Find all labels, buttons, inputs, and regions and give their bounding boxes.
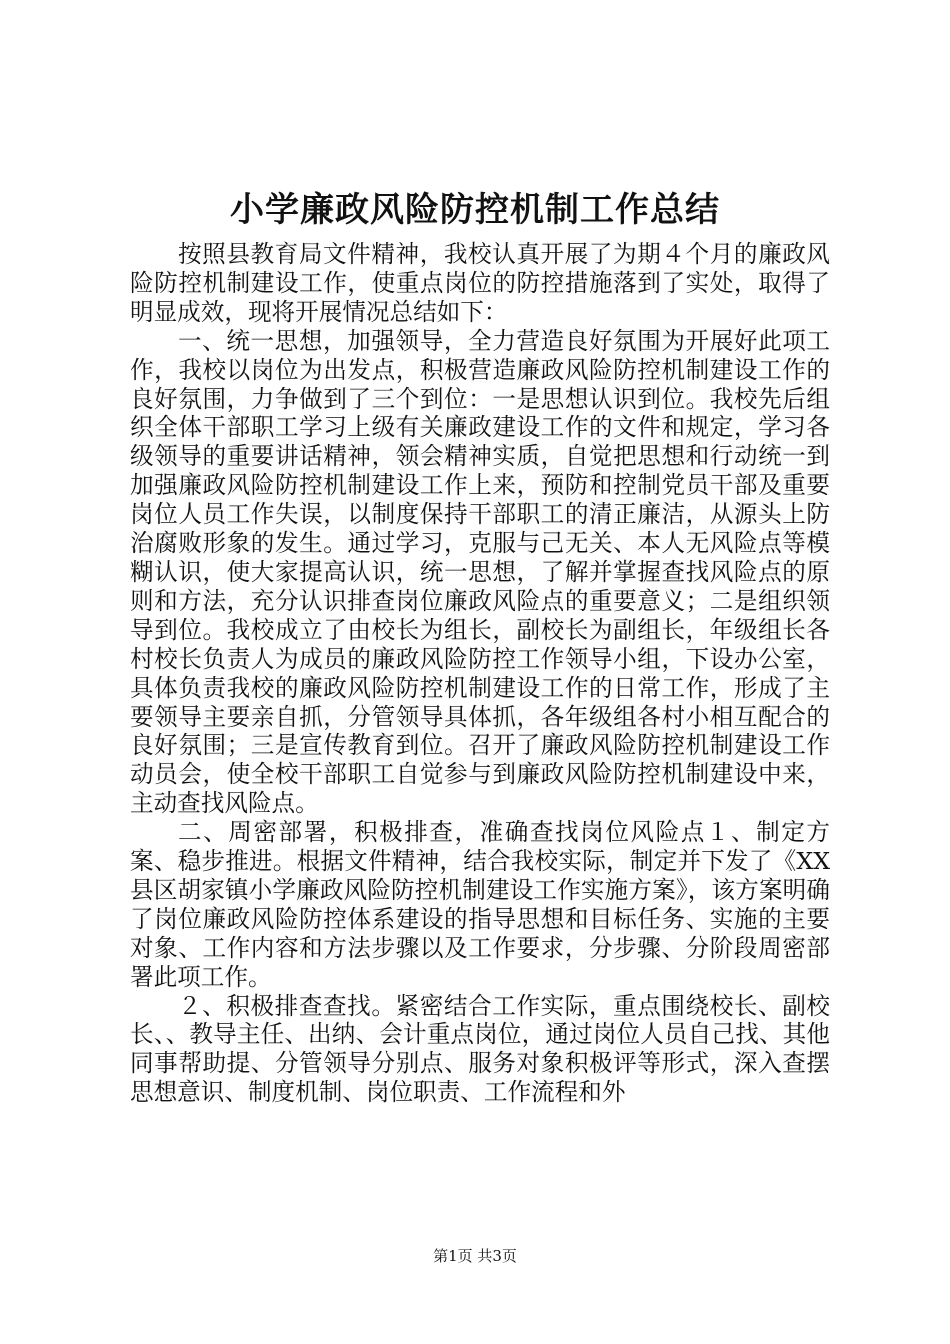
- paragraph-intro: 按照县教育局文件精神，我校认真开展了为期４个月的廉政风险防控机制建设工作，使重点岗位的防控措施落到了实处，取得了明显成效，现将开展情况总结如下：: [130, 240, 830, 326]
- paragraph-section-1: 一、统一思想，加强领导，全力营造良好氛围为开展好此项工作，我校以岗位为出发点，积极营造廉政风险防控机制建设工作的良好氛围，力争做到了三个到位：一是思想认识到位。我校先后组织全体干部职工学习上级有关廉政建设工作的文件和规定，学习各级领导的重要讲话精神，领会精神实质，自觉把思想和行动统一到加强廉政风险防控机制建设工作上来，预防和控制党员干部及重要岗位人员工作失误，以制度保持干部职工的清正廉洁，从源头上防治腐败形象的发生。通过学习，克服与己无关、本人无风险点等模糊认识，使大家提高认识，统一思想，了解并掌握查找风险点的原则和方法，充分认识排查岗位廉政风险点的重要意义；二是组织领导到位。我校成立了由校长为组长，副校长为副组长，年级组长各村校长负责人为成员的廉政风险防控工作领导小组，下设办公室，具体负责我校的廉政风险防控机制建设工作的日常工作，形成了主要领导主要亲自抓，分管领导具体抓，各年级组各村小相互配合的良好氛围；三是宣传教育到位。召开了廉政风险防控机制建设工作动员会，使全校干部职工自觉参与到廉政风险防控机制建设中来，主动查找风险点。: [130, 326, 830, 818]
- paragraph-section-2: 二、周密部署，积极排查，准确查找岗位风险点１、制定方案、稳步推进。根据文件精神，结合我校实际，制定并下发了《XX县区胡家镇小学廉政风险防控机制建设工作实施方案》，该方案明确了岗位廉政风险防控体系建设的指导思想和目标任务、实施的主要对象、工作内容和方法步骤以及工作要求，分步骤、分阶段周密部署此项工作。: [130, 818, 830, 991]
- page-footer: [0, 1245, 950, 1266]
- document-title: 小学廉政风险防控机制工作总结: [230, 190, 720, 230]
- document-body: [130, 240, 830, 1107]
- page-indicator: 第1页 共3页: [433, 1247, 517, 1265]
- paragraph-section-2-item-2: ２、积极排查查找。紧密结合工作实际，重点围绕校长、副校长、、教导主任、出纳、会计重点岗位，通过岗位人员自己找、其他同事帮助提、分管领导分别点、服务对象积极评等形式，深入查摆思想意识、制度机制、岗位职责、工作流程和外: [130, 991, 830, 1107]
